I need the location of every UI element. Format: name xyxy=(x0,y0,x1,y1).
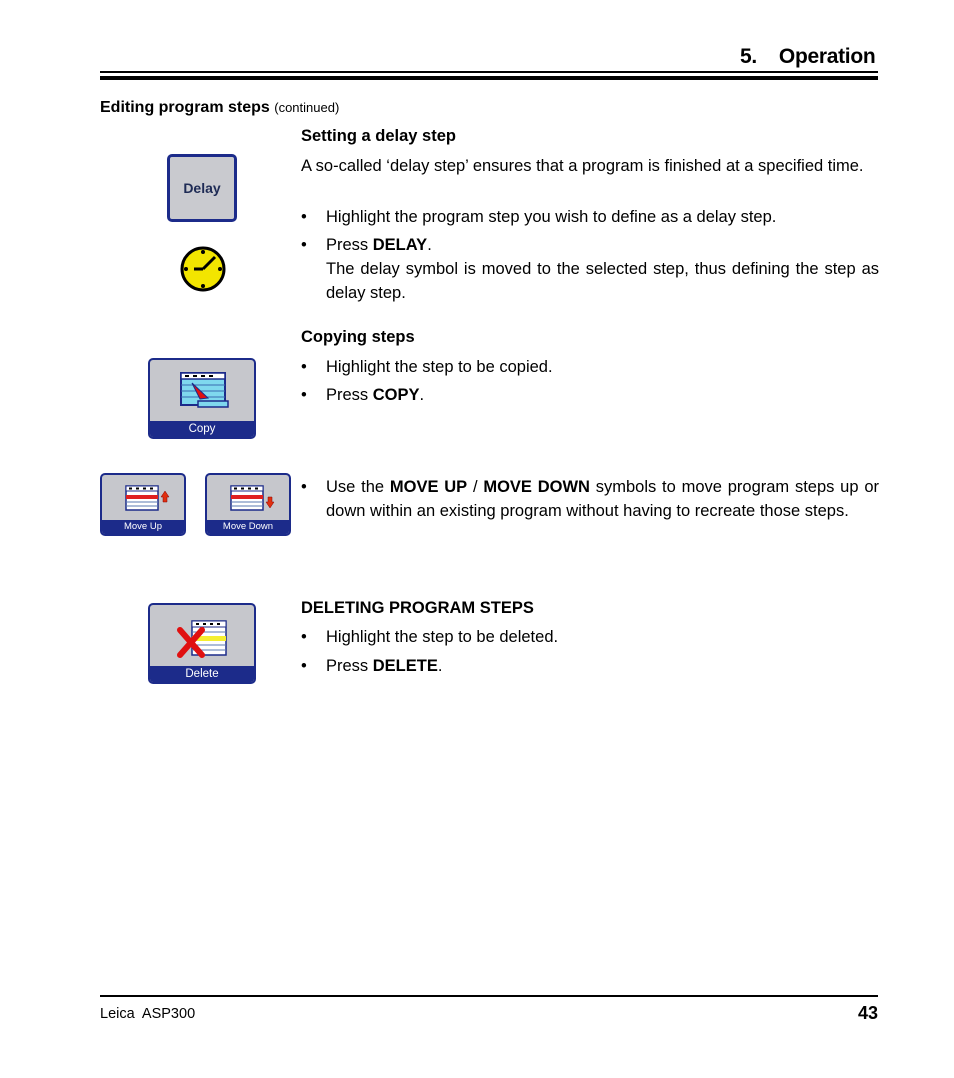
move-down-button[interactable] xyxy=(205,473,291,536)
bullet-glyph: • xyxy=(301,478,307,496)
delay-button[interactable] xyxy=(167,154,237,222)
bullet-glyph: • xyxy=(301,386,307,404)
copy-key: COPY xyxy=(372,386,420,404)
section-name: Operation xyxy=(778,45,876,68)
delete-button-label: Delete xyxy=(150,666,254,682)
move-down-key: MOVE DOWN xyxy=(483,478,590,496)
move-down-label: Move Down xyxy=(207,520,289,534)
delay-key: DELAY xyxy=(372,236,428,254)
copy-heading: Copying steps xyxy=(301,328,415,346)
delete-button[interactable] xyxy=(148,603,256,684)
section-number: 5. xyxy=(740,45,757,68)
header-rule-thin xyxy=(100,71,878,73)
subheading-note: (continued) xyxy=(274,100,340,115)
move-up-key: MOVE UP xyxy=(389,478,468,496)
delay-heading: Setting a delay step xyxy=(301,127,456,145)
footer-product: Leica ASP300 xyxy=(100,1006,196,1022)
subheading-title: Editing program steps xyxy=(100,99,270,116)
header-rule-thick xyxy=(100,76,878,80)
bullet-glyph: • xyxy=(301,236,307,254)
delay-button-label: Delay xyxy=(183,180,221,196)
delete-icon xyxy=(176,617,232,661)
bullet-glyph: • xyxy=(301,358,307,376)
footer-rule xyxy=(100,995,878,997)
delete-key: DELETE xyxy=(372,657,438,675)
bullet-glyph: • xyxy=(301,628,307,646)
copy-icon xyxy=(178,370,230,410)
copy-button-label: Copy xyxy=(150,421,254,437)
section-title xyxy=(740,45,875,69)
delete-heading: DELETING PROGRAM STEPS xyxy=(301,599,534,617)
bullet-glyph: • xyxy=(301,208,307,226)
move-up-button[interactable] xyxy=(100,473,186,536)
move-down-icon xyxy=(229,483,275,513)
move-up-icon xyxy=(124,483,170,513)
move-up-label: Move Up xyxy=(102,520,184,534)
delay-intro: A so-called ‘delay step’ ensures that a program is finished at a specified time. xyxy=(301,157,864,175)
delay-description: The delay symbol is moved to the selected step, thus defining the step as delay step. xyxy=(326,260,879,302)
bullet-glyph: • xyxy=(301,657,307,675)
subheading xyxy=(100,99,339,117)
page-number: 43 xyxy=(857,1003,878,1023)
copy-button[interactable] xyxy=(148,358,256,439)
clock-icon xyxy=(179,245,227,293)
